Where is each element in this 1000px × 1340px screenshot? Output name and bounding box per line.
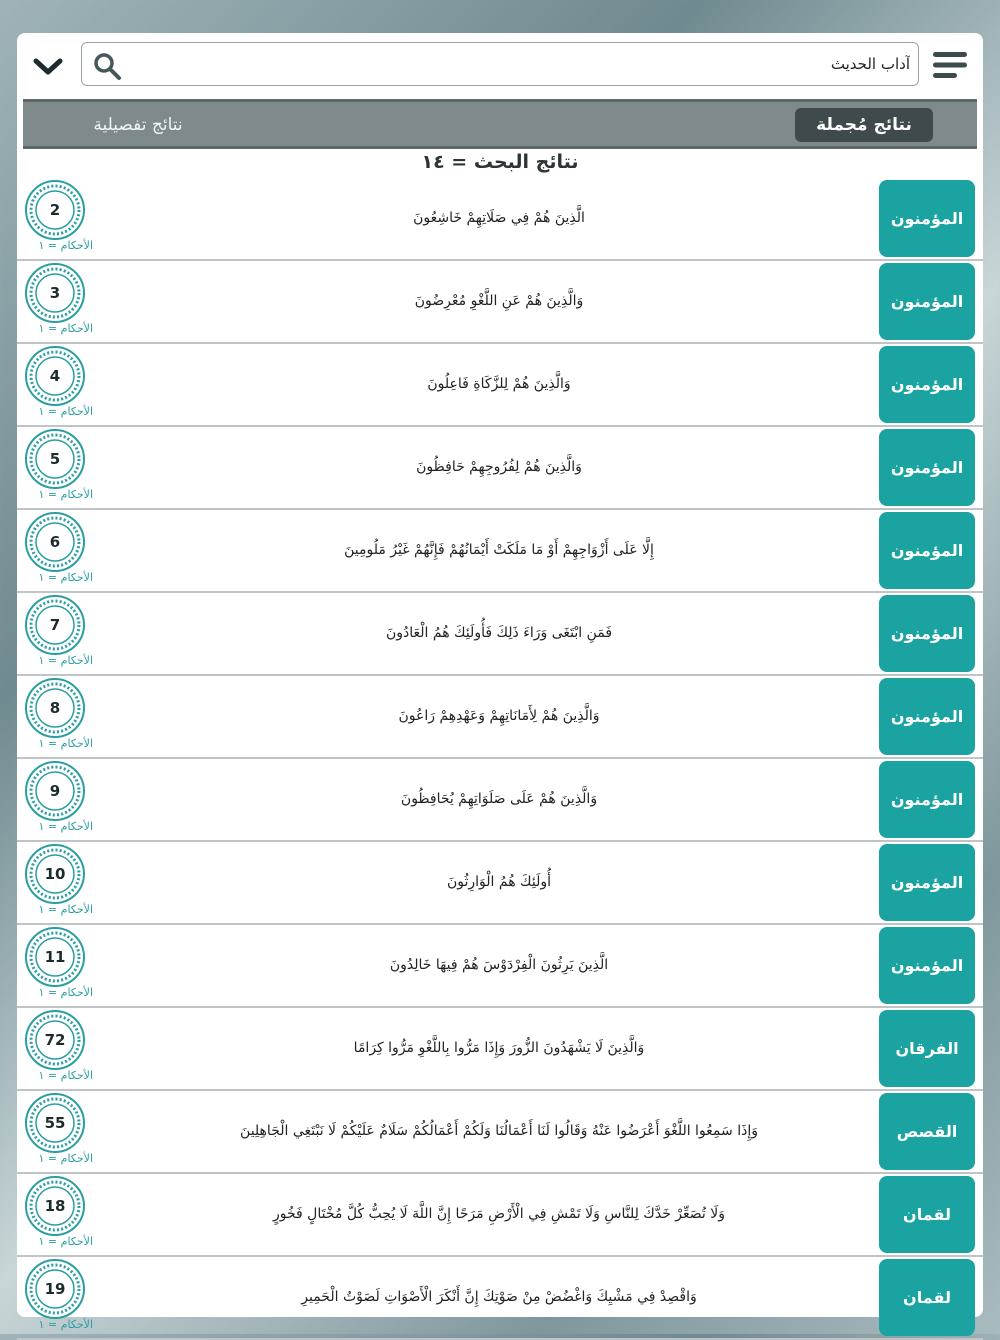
ayah-text[interactable]: وَإِذَا سَمِعُوا اللَّغْوَ أَعْرَضُوا عَنْهُ وَقَالُوا لَنَا أَعْمَالُنَا وَلَكُمْ أَعْمَالُكُمْ سَلَامٌ عَلَيْكُمْ لَا نَبْتَغِي الْجَاهِلِينَ (240, 1123, 758, 1139)
menu-icon[interactable] (931, 49, 969, 81)
surah-button[interactable]: المؤمنون (879, 844, 975, 921)
search-box[interactable] (81, 42, 919, 86)
rulings-count[interactable]: الأحكام = ١ (38, 239, 93, 252)
ayah-number-badge[interactable] (23, 676, 87, 740)
ayah-text[interactable]: وَالَّذِينَ هُمْ لِلزَّكَاةِ فَاعِلُونَ (427, 376, 571, 392)
ayah-text[interactable]: فَمَنِ ابْتَغَى وَرَاءَ ذَلِكَ فَأُولَئِكَ هُمُ الْعَادُونَ (385, 625, 613, 641)
ayah-number-badge[interactable] (23, 1091, 87, 1155)
ayah-number: 19 (44, 1280, 66, 1298)
ayah-number: 9 (49, 782, 61, 800)
ayah-number: 11 (44, 948, 66, 966)
ayah-text[interactable]: وَالَّذِينَ هُمْ عَلَى صَلَوَاتِهِمْ يُحَافِظُونَ (400, 791, 598, 807)
search-icon[interactable] (92, 51, 122, 81)
result-row[interactable] (17, 344, 983, 427)
rulings-count[interactable]: الأحكام = ١ (38, 322, 93, 335)
rulings-count[interactable]: الأحكام = ١ (38, 820, 93, 833)
tab-detailed-results[interactable]: نتائج تفصيلية (93, 115, 183, 135)
result-row[interactable] (17, 1008, 983, 1091)
result-row[interactable] (17, 510, 983, 593)
surah-button[interactable]: المؤمنون (879, 512, 975, 589)
ayah-number: 7 (49, 616, 61, 634)
rulings-count[interactable]: الأحكام = ١ (38, 405, 93, 418)
results-count: نتائج البحث = ١٤ (421, 151, 579, 173)
ayah-text[interactable]: وَلَا تُصَعِّرْ خَدَّكَ لِلنَّاسِ وَلَا تَمْشِ فِي الْأَرْضِ مَرَحًا إِنَّ اللَّهَ لَا يُحِبُّ كُلَّ مُخْتَالٍ فَخُورٍ (273, 1206, 726, 1222)
rulings-count[interactable]: الأحكام = ١ (38, 903, 93, 916)
ayah-number: 72 (44, 1031, 66, 1049)
ayah-text[interactable]: الَّذِينَ يَرِثُونَ الْفِرْدَوْسَ هُمْ فِيهَا خَالِدُونَ (389, 957, 609, 973)
ayah-number-badge[interactable] (23, 1257, 87, 1321)
result-row[interactable] (17, 1174, 983, 1257)
ayah-number-badge[interactable] (23, 344, 87, 408)
surah-button[interactable]: لقمان (879, 1176, 975, 1253)
ayah-number-badge[interactable] (23, 510, 87, 574)
result-row[interactable] (17, 676, 983, 759)
ayah-number-badge[interactable] (23, 593, 87, 657)
ayah-number-badge[interactable] (23, 759, 87, 823)
rulings-count[interactable]: الأحكام = ١ (38, 986, 93, 999)
ayah-number: 5 (49, 450, 61, 468)
ayah-number-badge[interactable] (23, 427, 87, 491)
rulings-count[interactable]: الأحكام = ١ (38, 1235, 93, 1248)
result-row[interactable] (17, 593, 983, 676)
ayah-number: 55 (44, 1114, 66, 1132)
ayah-number: 10 (44, 865, 66, 883)
ayah-text[interactable]: وَالَّذِينَ لَا يَشْهَدُونَ الزُّورَ وَإِذَا مَرُّوا بِاللَّغْوِ مَرُّوا كِرَامًا (353, 1040, 645, 1056)
ayah-text[interactable]: أُولَئِكَ هُمُ الْوَارِثُونَ (447, 874, 551, 890)
ayah-text[interactable]: وَالَّذِينَ هُمْ لِأَمَانَاتِهِمْ وَعَهْدِهِمْ رَاعُونَ (398, 708, 600, 724)
rulings-count[interactable]: الأحكام = ١ (38, 737, 93, 750)
surah-button[interactable]: المؤمنون (879, 346, 975, 423)
app-window (17, 33, 983, 1331)
surah-button[interactable]: المؤمنون (879, 595, 975, 672)
result-row[interactable] (17, 178, 983, 261)
results-tabs (23, 99, 977, 149)
chevron-down-icon[interactable] (31, 51, 65, 81)
ayah-number: 2 (49, 201, 61, 219)
ayah-number-badge[interactable] (23, 1008, 87, 1072)
rulings-count[interactable]: الأحكام = ١ (38, 488, 93, 501)
ayah-number-badge[interactable] (23, 842, 87, 906)
search-bar (17, 33, 983, 97)
surah-button[interactable]: المؤمنون (879, 927, 975, 1004)
result-row[interactable] (17, 842, 983, 925)
ayah-number: 6 (49, 533, 61, 551)
search-input[interactable] (150, 47, 910, 81)
ayah-number-badge[interactable] (23, 261, 87, 325)
surah-button[interactable]: لقمان (879, 1259, 975, 1336)
result-row[interactable] (17, 1091, 983, 1174)
surah-button[interactable]: الفرقان (879, 1010, 975, 1087)
surah-button[interactable]: المؤمنون (879, 678, 975, 755)
result-row[interactable] (17, 1257, 983, 1340)
ayah-text[interactable]: وَالَّذِينَ هُمْ عَنِ اللَّغْوِ مُعْرِضُونَ (414, 293, 584, 309)
ayah-text[interactable]: وَالَّذِينَ هُمْ لِفُرُوجِهِمْ حَافِظُونَ (416, 459, 582, 475)
ayah-number: 18 (44, 1197, 66, 1215)
result-row[interactable] (17, 925, 983, 1008)
surah-button[interactable]: المؤمنون (879, 263, 975, 340)
ayah-number: 3 (49, 284, 61, 302)
rulings-count[interactable]: الأحكام = ١ (38, 1069, 93, 1082)
tab-summary-results[interactable]: نتائج مُجملة (795, 108, 933, 142)
ayah-text[interactable]: الَّذِينَ هُمْ فِي صَلَاتِهِمْ خَاشِعُونَ (413, 210, 585, 226)
ayah-number-badge[interactable] (23, 178, 87, 242)
surah-button[interactable]: المؤمنون (879, 180, 975, 257)
rulings-count[interactable]: الأحكام = ١ (38, 1318, 93, 1331)
ayah-text[interactable]: وَاقْصِدْ فِي مَشْيِكَ وَاغْضُضْ مِنْ صَوْتِكَ إِنَّ أَنْكَرَ الْأَصْوَاتِ لَصَوْتُ الْحَمِيرِ (301, 1289, 697, 1305)
surah-button[interactable]: المؤمنون (879, 429, 975, 506)
ayah-number-badge[interactable] (23, 1174, 87, 1238)
ayah-number: 8 (49, 699, 61, 717)
ayah-text[interactable]: إِلَّا عَلَى أَزْوَاجِهِمْ أَوْ مَا مَلَكَتْ أَيْمَانُهُمْ فَإِنَّهُمْ غَيْرُ مَلُومِينَ (344, 542, 654, 558)
surah-button[interactable]: القصص (879, 1093, 975, 1170)
ayah-number-badge[interactable] (23, 925, 87, 989)
result-row[interactable] (17, 427, 983, 510)
ayah-number: 4 (49, 367, 61, 385)
results-list (17, 178, 983, 1340)
result-row[interactable] (17, 759, 983, 842)
rulings-count[interactable]: الأحكام = ١ (38, 654, 93, 667)
surah-button[interactable]: المؤمنون (879, 761, 975, 838)
result-row[interactable] (17, 261, 983, 344)
rulings-count[interactable]: الأحكام = ١ (38, 1152, 93, 1165)
rulings-count[interactable]: الأحكام = ١ (38, 571, 93, 584)
